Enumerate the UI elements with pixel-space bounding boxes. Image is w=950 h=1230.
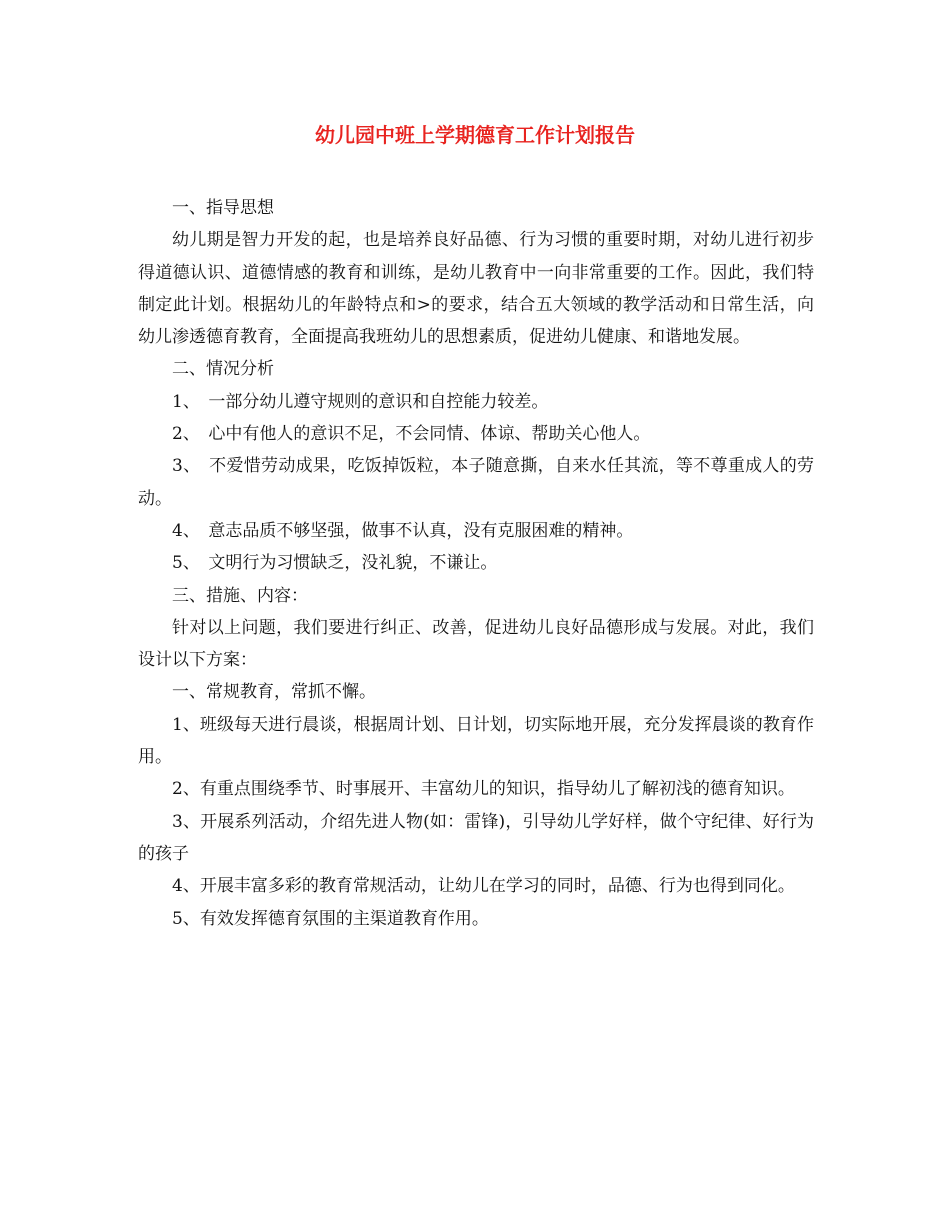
paragraph-guiding-ideology: 幼儿期是智力开发的起，也是培养良好品德、行为习惯的重要时期，对幼儿进行初步得道德认识、道德情感的教育和训练，是幼儿教育中一向非常重要的工作。因此，我们特制定此计划。根据幼儿的年龄特点和>的要求，结合五大领域的教学活动和日常生活，向幼儿渗透德育教育，全面提高我班幼儿的思想素质，促进幼儿健康、和谐地发展。 <box>138 230 814 348</box>
heading-situation-analysis: 二、情况分析 <box>172 359 274 380</box>
measure-item-2: 2、有重点围绕季节、时事展开、丰富幼儿的知识，指导幼儿了解初浅的德育知识。 <box>172 779 795 800</box>
document-body <box>138 192 814 935</box>
heading-guiding-ideology: 一、指导思想 <box>172 198 274 218</box>
measure-item-3: 3、开展系列活动，介绍先进人物(如：雷锋)，引导幼儿学好样，做个守纪律、好行为的孩子 <box>138 811 814 864</box>
analysis-item-3: 3、 不爱惜劳动成果，吃饭掉饭粒，本子随意撕，自来水任其流，等不尊重成人的劳动。 <box>138 456 814 509</box>
measure-item-5: 5、有效发挥德育氛围的主渠道教育作用。 <box>172 908 489 929</box>
heading-measures: 三、措施、内容： <box>172 585 308 606</box>
analysis-item-1: 1、 一部分幼儿遵守规则的意识和自控能力较差。 <box>172 391 549 412</box>
paragraph-measures-intro: 针对以上问题，我们要进行纠正、改善，促进幼儿良好品德形成与发展。对此，我们设计以下方案： <box>138 617 814 671</box>
measure-item-4: 4、开展丰富多彩的教育常规活动，让幼儿在学习的同时，品德、行为也得到同化。 <box>172 876 795 897</box>
analysis-item-4: 4、 意志品质不够坚强，做事不认真，没有克服困难的精神。 <box>172 520 634 541</box>
analysis-item-5: 5、 文明行为习惯缺乏，没礼貌，不谦让。 <box>172 553 498 574</box>
document-title: 幼儿园中班上学期德育工作计划报告 <box>315 123 635 147</box>
analysis-item-2: 2、 心中有他人的意识不足，不会同情、体谅、帮助关心他人。 <box>172 424 651 445</box>
measure-item-1: 1、班级每天进行晨谈，根据周计划、日计划，切实际地开展，充分发挥晨谈的教育作用。 <box>138 714 814 768</box>
subheading-routine-education: 一、常规教育，常抓不懈。 <box>172 682 376 703</box>
